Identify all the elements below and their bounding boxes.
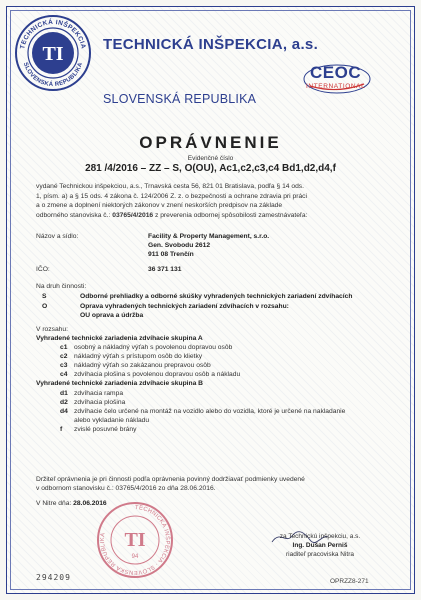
scope-text: osobný a nákladný výťah s povolenou dopravou osôb <box>74 344 233 351</box>
scope-item <box>74 417 149 424</box>
activity-text: Oprava vyhradených technických zariadení zdvíhacích v rozsahu: <box>80 303 289 310</box>
scope-item <box>60 362 211 369</box>
note-line: Držiteľ oprávnenia je pri činnosti podľa oprávnenia povinný dodržiavať podmienky uvedené <box>36 476 305 483</box>
conditions-note <box>36 475 381 493</box>
logo-ring-top: TECHNICKÁ INŠPEKCIA <box>19 18 87 50</box>
statement-number: 03765/4/2016 <box>112 211 154 219</box>
activity-item <box>80 312 143 319</box>
scope-code: c4 <box>60 371 68 378</box>
place-date-label: V Nitre dňa: <box>36 500 72 507</box>
signature-block <box>255 532 385 559</box>
place-date-value: 28.06.2016 <box>73 500 107 507</box>
scope-item <box>60 344 232 351</box>
scope-text: nákladný výťah so zakázanou prepravou osôb <box>74 362 211 369</box>
logo-ring-bottom: SLOVENSKÁ REPUBLIKA <box>21 61 85 89</box>
scope-text: zdvíhacia plošina <box>74 399 126 406</box>
intro-text: odborného stanoviska č.: <box>36 211 111 219</box>
scope-item <box>60 408 345 415</box>
form-code: OPRZZ8-271 <box>330 578 369 585</box>
evidence-label: Evidenčné číslo <box>187 155 234 162</box>
organization-name: TECHNICKÁ INŠPEKCIA, a.s. <box>103 36 319 53</box>
signature-for: za Technickú inšpekciu, a.s. <box>279 533 361 540</box>
scope-text: zdvíhacia plošina s povolenou dopravou osôb a nákladu <box>74 371 241 378</box>
document-title: OPRÁVNENIE <box>139 133 282 152</box>
scope-item <box>60 399 125 406</box>
scope-text: nákladný výťah s prístupom osôb do klietky <box>74 353 203 360</box>
scope-text: alebo vykladanie nákladu <box>74 417 150 424</box>
scope-code: f <box>60 426 63 433</box>
ico-value: 36 371 131 <box>148 266 182 273</box>
intro-line: a o zmene a doplnení niektorých zákonov v znení neskorších predpisov na základe <box>36 202 283 210</box>
ceoc-subtitle: INTERNATIONAL <box>306 83 366 90</box>
intro-line <box>36 211 381 221</box>
activity-item <box>42 293 352 300</box>
signatory-name: Ing. Dušan Perniš <box>292 542 348 549</box>
intro-line: vydané Technickou inšpekciou, a.s., Trnavská cesta 56, 821 01 Bratislava, podľa § 14 ods. <box>36 183 305 190</box>
scope-text: zvislé posuvné brány <box>74 426 137 433</box>
official-stamp <box>95 500 175 580</box>
scope-text: zdvíhacie čelo určené na montáž na vozidlo alebo do vozidla, ktoré je určené na nakladanie <box>74 408 346 415</box>
activity-item <box>42 303 289 310</box>
scope-group-a: Vyhradené technické zariadenia zdvíhacie skupina A <box>36 335 203 342</box>
signatory-role: riaditeľ pracoviska Nitra <box>285 551 354 558</box>
stamp-ring-text: TECHNICKÁ INŠPEKCIA · SLOVENSKÁ REPUBLIKA <box>99 504 171 576</box>
intro-text: z preverenia odbornej spôsobilosti zamestnávateľa: <box>155 211 308 219</box>
scope-item <box>60 426 136 433</box>
holder-name-label: Názov a sídlo: <box>36 233 79 240</box>
evidence-number: 281 /4/2016 – ZZ – S, O(OU), Ac1,c2,c3,c4 Bd1,d2,d4,f <box>85 163 336 174</box>
serial-number: 294209 <box>36 573 71 582</box>
scope-code: d4 <box>60 408 68 415</box>
scope-item <box>60 371 240 378</box>
activity-label: Na druh činnosti: <box>36 283 87 290</box>
note-line: v odbornom stanovisku č.: 03765/4/2016 zo dňa 28.06.2016. <box>36 485 216 492</box>
intro-line: 1, písm. a) a § 15 ods. 4 zákona č. 124/2006 Z. z. o bezpečnosti a ochrane zdravia pri práci <box>36 192 307 200</box>
activity-text: Odborné prehliadky a odborné skúšky vyhradených technických zariadení zdvíhacích <box>80 293 353 300</box>
stamp-letters: TI <box>124 529 146 551</box>
scope-group-b: Vyhradené technické zariadenia zdvíhacie skupina B <box>36 380 204 387</box>
scope-code: d2 <box>60 399 68 406</box>
holder-street: Gen. Svobodu 2612 <box>148 242 211 249</box>
holder-name: Facility & Property Management, s.r.o. <box>148 233 270 240</box>
ceoc-wordmark: CEOC <box>310 63 362 82</box>
ico-label: IČO: <box>36 266 50 273</box>
scope-text: zdvíhacia rampa <box>74 390 124 397</box>
scope-item <box>60 390 123 397</box>
scope-item <box>60 353 202 360</box>
country-name: SLOVENSKÁ REPUBLIKA <box>103 92 257 106</box>
scope-code: d1 <box>60 390 68 397</box>
scope-code: c1 <box>60 344 68 351</box>
ti-logo <box>14 14 92 92</box>
stamp-number: 94 <box>131 554 139 560</box>
scope-code: c3 <box>60 362 68 369</box>
activity-code: O <box>42 303 48 310</box>
logo-letters: TI <box>42 43 64 65</box>
activity-text: OU oprava a údržba <box>80 312 144 319</box>
holder-city: 911 08 Trenčín <box>148 251 194 258</box>
intro-paragraph <box>36 182 381 220</box>
scope-label: V rozsahu: <box>36 326 68 333</box>
activity-code: S <box>42 293 47 300</box>
scope-code: c2 <box>60 353 68 360</box>
